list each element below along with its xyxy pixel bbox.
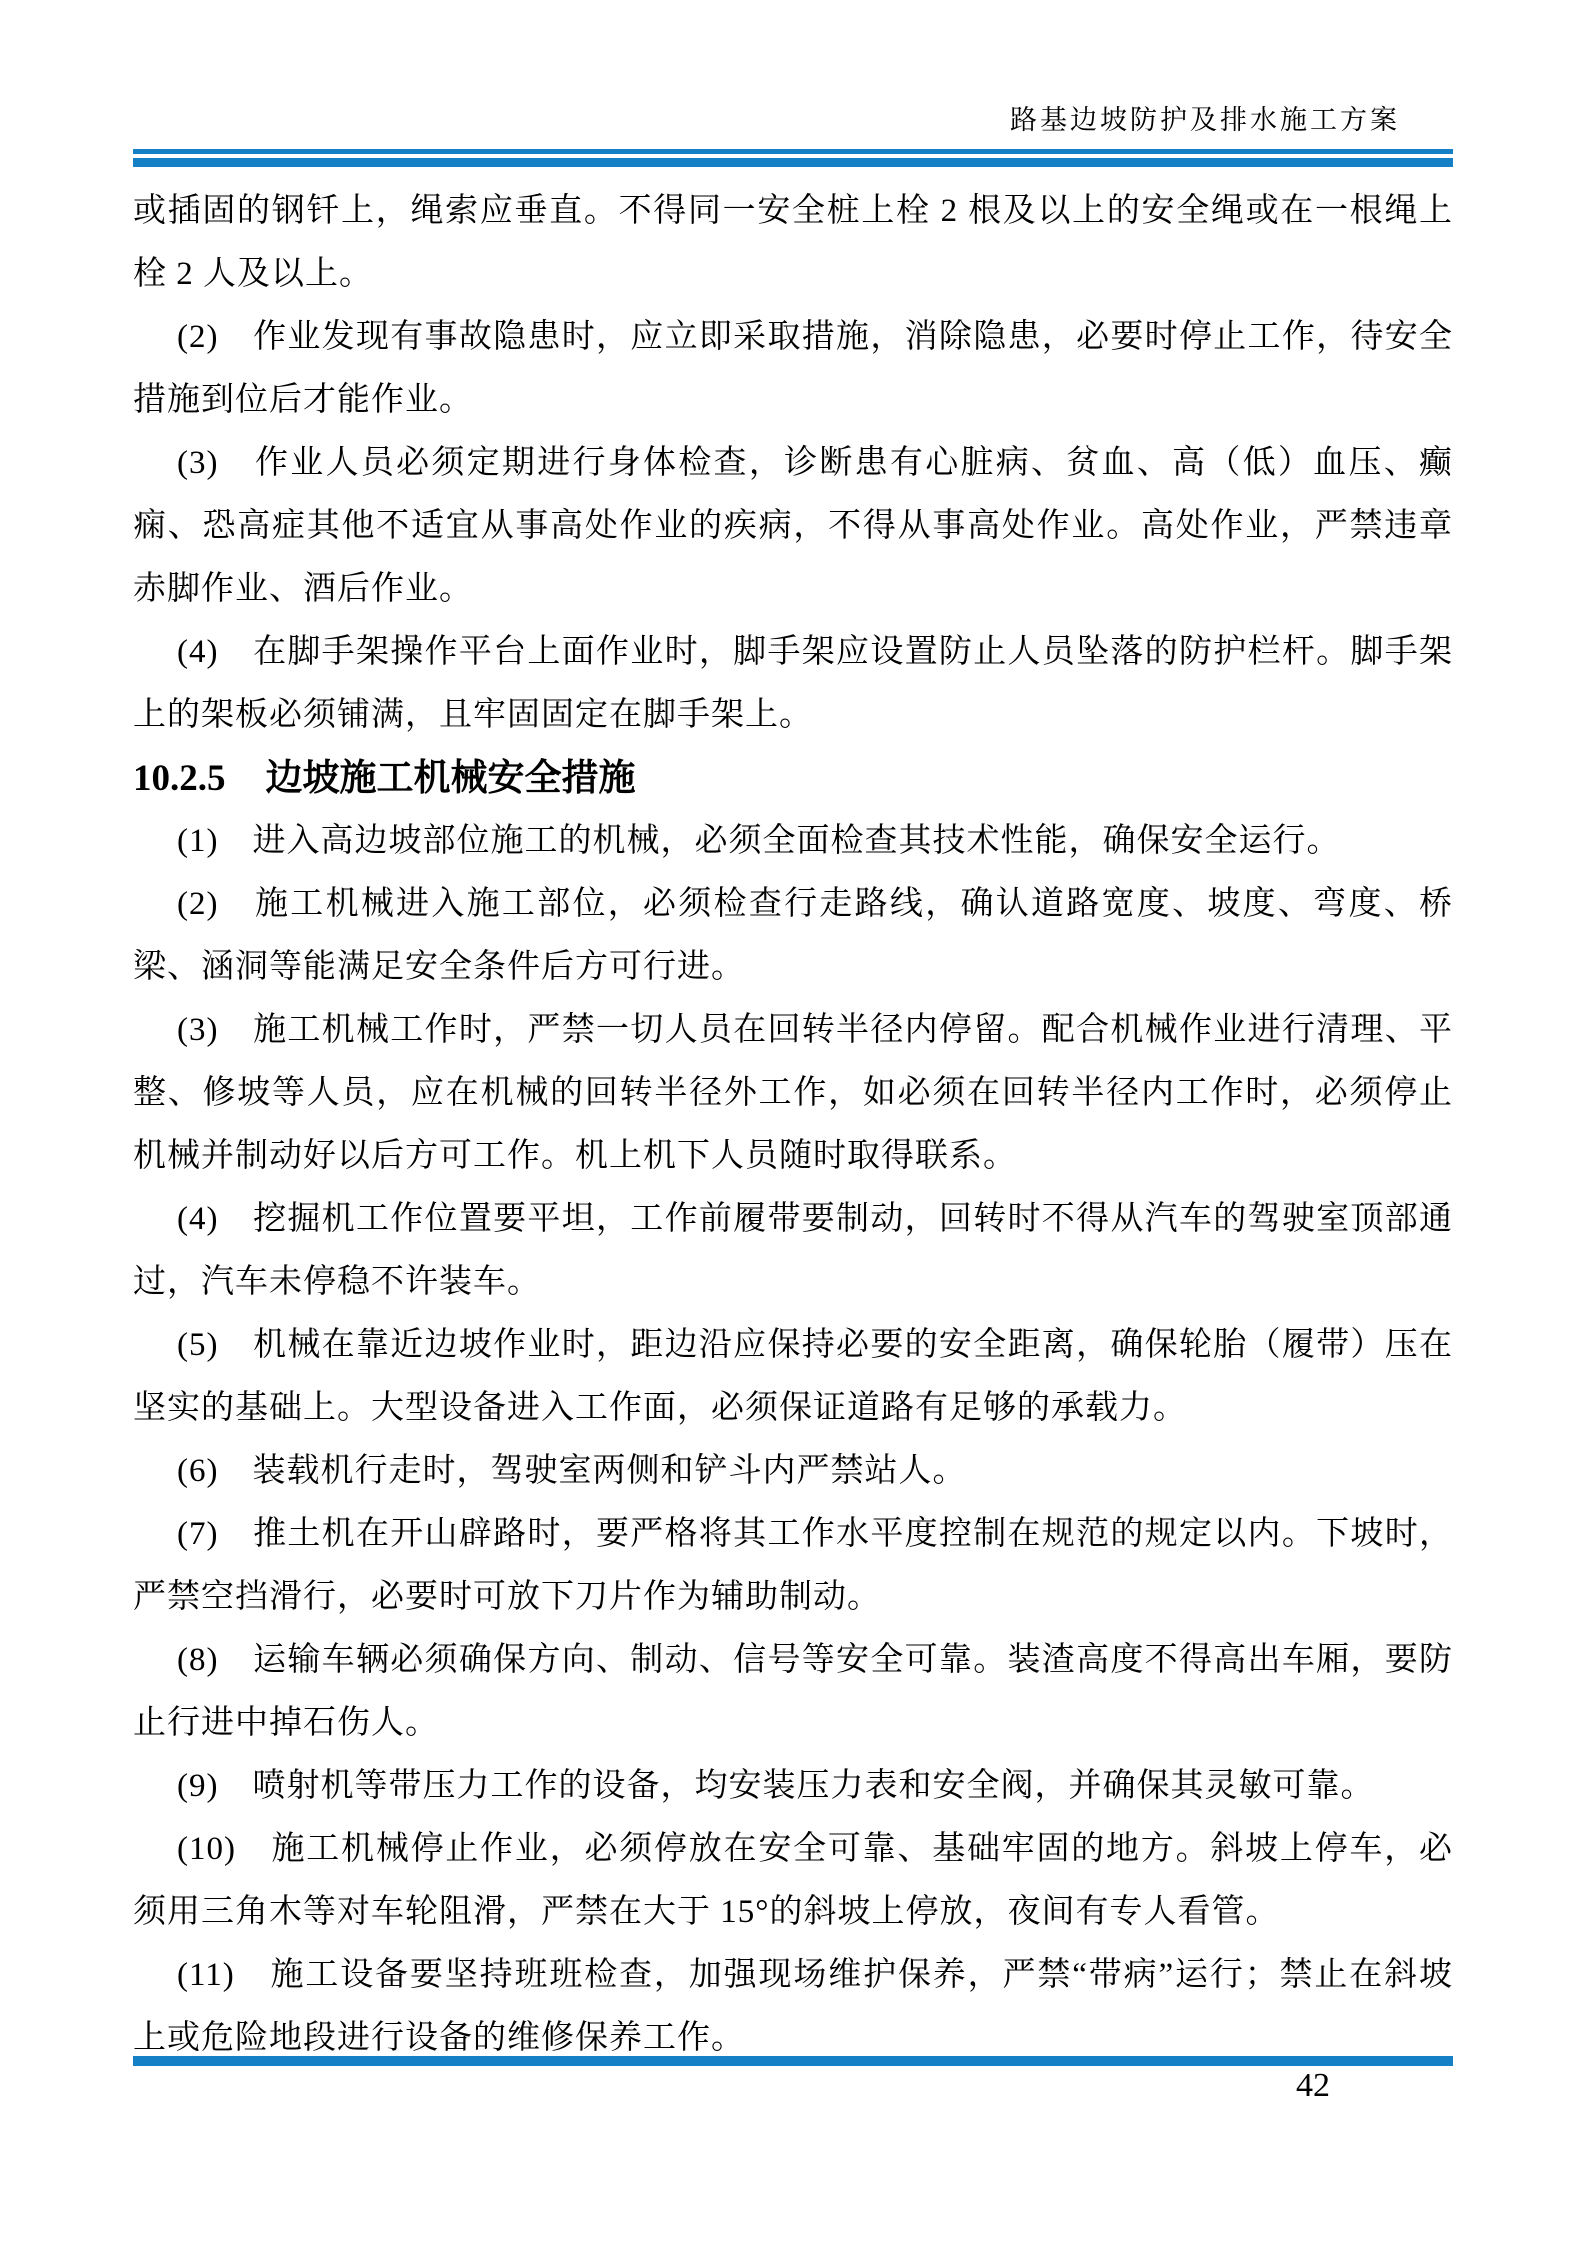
safety-item-9: (9) 喷射机等带压力工作的设备，均安装压力表和安全阀，并确保其灵敏可靠。 <box>177 1768 1375 1804</box>
document-body <box>133 180 1453 2070</box>
safety-item-2: (2) 施工机械进入施工部位，必须检查行走路线，确认道路宽度、坡度、弯度、桥梁、涵洞等能满足安全条件后方可行进。 <box>133 886 1453 985</box>
safety-item-7: (7) 推土机在开山辟路时，要严格将其工作水平度控制在规范的规定以内。下坡时，严禁空挡滑行，必要时可放下刀片作为辅助制动。 <box>133 1516 1453 1615</box>
paragraph-continuation: 或插固的钢钎上，绳索应垂直。不得同一安全桩上栓 2 根及以上的安全绳或在一根绳上栓 2 人及以上。 <box>133 193 1453 292</box>
header-divider-thick <box>133 158 1453 167</box>
safety-item-5: (5) 机械在靠近边坡作业时，距边沿应保持必要的安全距离，确保轮胎（履带）压在坚实的基础上。大型设备进入工作面，必须保证道路有足够的承载力。 <box>133 1327 1453 1426</box>
section-number: 10.2.5 <box>133 758 226 799</box>
page-header-title: 路基边坡防护及排水施工方案 <box>1010 105 1400 135</box>
header-divider-thin <box>133 149 1453 154</box>
safety-item-3: (3) 施工机械工作时，严禁一切人员在回转半径内停留。配合机械作业进行清理、平整、修坡等人员，应在机械的回转半径外工作，如必须在回转半径内工作时，必须停止机械并制动好以后方可工作。机上机下人员随时取得联系。 <box>133 1012 1453 1174</box>
paragraph-item-3: (3) 作业人员必须定期进行身体检查，诊断患有心脏病、贫血、高（低）血压、癫痫、恐高症其他不适宜从事高处作业的疾病，不得从事高处作业。高处作业，严禁违章赤脚作业、酒后作业。 <box>133 445 1453 607</box>
paragraph-item-4: (4) 在脚手架操作平台上面作业时，脚手架应设置防止人员坠落的防护栏杆。脚手架上的架板必须铺满，且牢固固定在脚手架上。 <box>133 634 1453 733</box>
paragraph-item-2: (2) 作业发现有事故隐患时，应立即采取措施，消除隐患，必要时停止工作，待安全措施到位后才能作业。 <box>133 319 1453 418</box>
section-title: 边坡施工机械安全措施 <box>265 758 636 799</box>
safety-item-6: (6) 装载机行走时，驾驶室两侧和铲斗内严禁站人。 <box>177 1453 967 1489</box>
page-number: 42 <box>1296 2067 1330 2104</box>
safety-item-11: (11) 施工设备要坚持班班检查，加强现场维护保养，严禁“带病”运行；禁止在斜坡上或危险地段进行设备的维修保养工作。 <box>133 1957 1453 2056</box>
safety-item-1: (1) 进入高边坡部位施工的机械，必须全面检查其技术性能，确保安全运行。 <box>177 823 1341 859</box>
safety-item-4: (4) 挖掘机工作位置要平坦，工作前履带要制动，回转时不得从汽车的驾驶室顶部通过，汽车未停稳不许装车。 <box>133 1201 1453 1300</box>
safety-item-8: (8) 运输车辆必须确保方向、制动、信号等安全可靠。装渣高度不得高出车厢，要防止行进中掉石伤人。 <box>133 1642 1453 1741</box>
safety-item-10: (10) 施工机械停止作业，必须停放在安全可靠、基础牢固的地方。斜坡上停车，必须用三角木等对车轮阻滑，严禁在大于 15°的斜坡上停放，夜间有专人看管。 <box>133 1831 1453 1930</box>
section-heading <box>133 747 1453 810</box>
